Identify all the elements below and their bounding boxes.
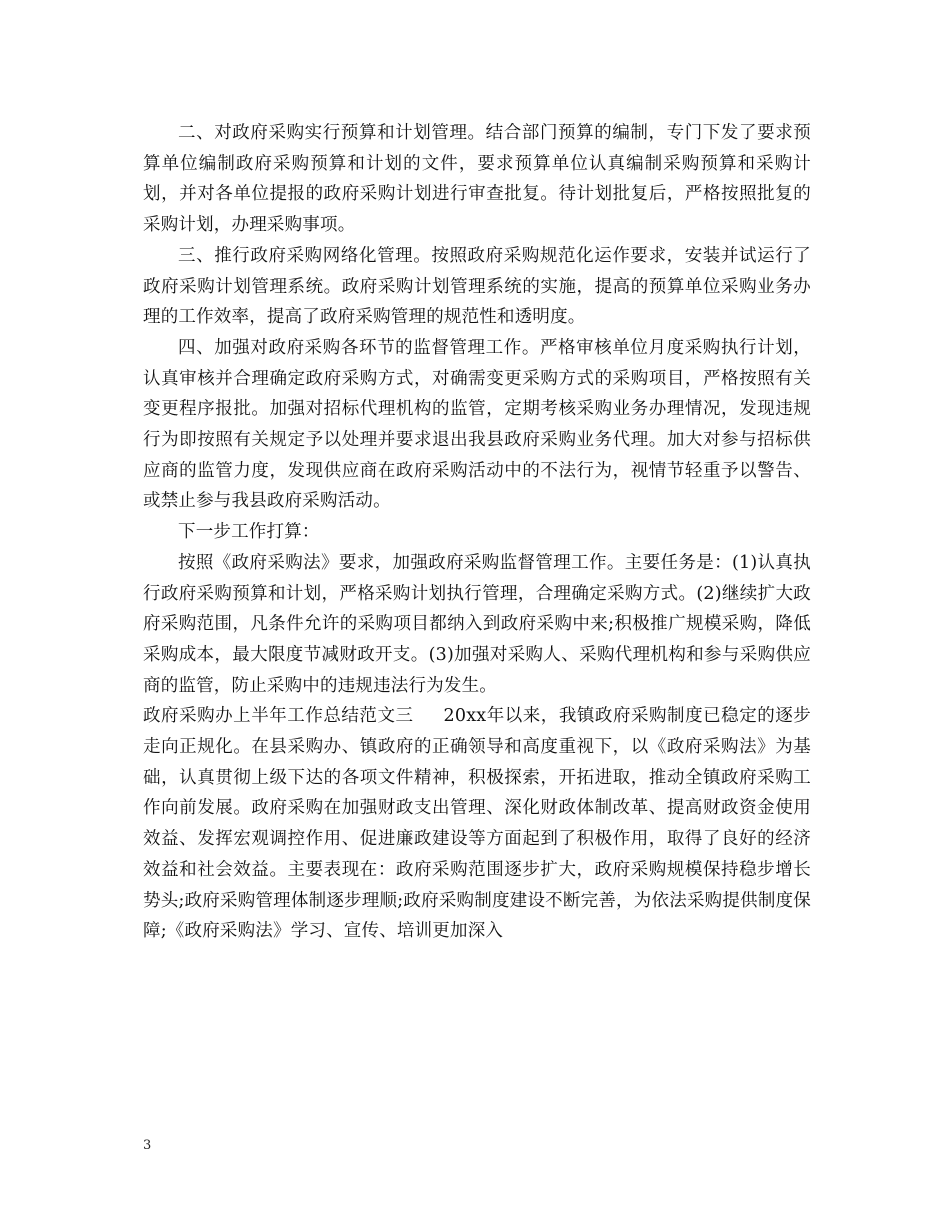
- page-number: 3: [143, 1138, 152, 1153]
- paragraph-next-steps-heading: 下一步工作打算：: [178, 522, 320, 543]
- paragraph-budget-plan: 二、对政府采购实行预算和计划管理。结合部门预算的编制，专门下发了要求预算单位编制政府采购预算和计划的文件，要求预算单位认真编制采购预算和采购计划，并对各单位提报的政府采购计划进行审查批复。待计划批复后，严格按照批复的采购计划，办理采购事项。: [143, 123, 811, 236]
- paragraph-section-three: [143, 701, 811, 947]
- section-body: 20xx年以来，我镇政府采购制度已稳定的逐步走向正规化。在县采购办、镇政府的正确领导和高度重视下，以《政府采购法》为基础，认真贯彻上级下达的各项文件精神，积极探索，开拓进取，推动全镇政府采购工作向前发展。政府采购在加强财政支出管理、深化财政体制改革、提高财政资金使用效益、发挥宏观调控作用、促进廉政建设等方面起到了积极作用，取得了良好的经济效益和社会效益。主要表现在：政府采购范围逐步扩大，政府采购规模保持稳步增长势头;政府采购管理体制逐步理顺;政府采购制度建设不断完善，为依法采购提供制度保障;《政府采购法》学习、宣传、培训更加深入: [143, 706, 812, 942]
- section-title: 政府采购办上半年工作总结范文三: [143, 706, 414, 727]
- paragraph-supervision: 四、加强对政府采购各环节的监督管理工作。严格审核单位月度采购执行计划，认真审核并合理确定政府采购方式，对确需变更采购方式的采购项目，严格按照有关变更程序报批。加强对招标代理机构的监管，定期考核采购业务办理情况，发现违规行为即按照有关规定予以处理并要求退出我县政府采购业务代理。加大对参与招标供应商的监管力度，发现供应商在政府采购活动中的不法行为，视情节轻重予以警告、或禁止参与我县政府采购活动。: [143, 337, 811, 512]
- paragraph-next-steps: 按照《政府采购法》要求，加强政府采购监督管理工作。主要任务是：(1)认真执行政府采购预算和计划，严格采购计划执行管理，合理确定采购方式。(2)继续扩大政府采购范围，凡条件允许的采购项目都纳入到政府采购中来;积极推广规模采购，降低采购成本，最大限度节减财政开支。(3)加强对采购人、采购代理机构和参与采购供应商的监管，防止采购中的违规违法行为发生。: [143, 552, 811, 696]
- document-body: [143, 118, 811, 947]
- paragraph-network-management: 三、推行政府采购网络化管理。按照政府采购规范化运作要求，安装并试运行了政府采购计划管理系统。政府采购计划管理系统的实施，提高的预算单位采购业务办理的工作效率，提高了政府采购管理的规范性和透明度。: [143, 245, 811, 328]
